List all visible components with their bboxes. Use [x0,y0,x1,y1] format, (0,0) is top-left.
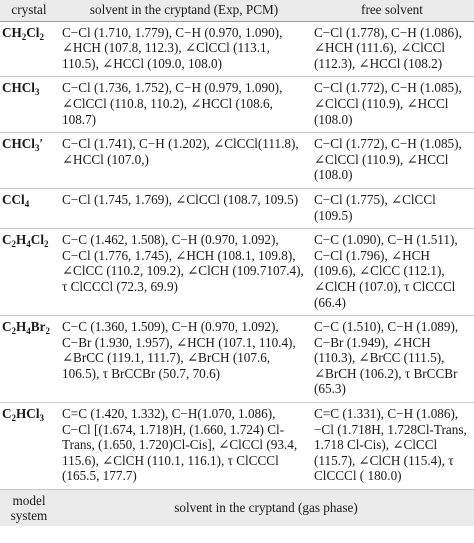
crystal-cell: CCl$_4$ [2,191,30,209]
crystal-cell: $C_2H_4Cl_2$ [2,232,49,250]
header-cryptand: solvent in the cryptand (Exp, PCM) [89,2,279,17]
footer-gas-phase: solvent in the cryptand (gas phase) [174,500,358,516]
cryptand-cell: C−Cl (1.745, 1.769), ∠ClCCl (108.7, 109.5) [62,191,299,207]
crystal-cell: CHCl$_3$′ [2,136,44,154]
table-row [0,133,474,189]
table-header-row [0,0,474,21]
cryptand-cell: C−C (1.360, 1.509), C−H (0.970, 1.092), C−Br (1.930, 1.957), ∠HCH (107.1, 110.4), ∠BrCC (119.1, 111.7), ∠BrCH (107.6, 106.5), τ BrCCBr (50.7, 70.6) [62,319,296,381]
crystal-cell: $C_2H_4Br_2$ [2,319,50,337]
crystal-cell: $C_2HCl_3$ [2,406,44,424]
table-row [0,188,474,228]
table-row [0,229,474,316]
table-row [0,21,474,77]
header-crystal: crystal [11,2,47,17]
header-free-solvent: free solvent [361,2,423,17]
cryptand-cell: C−Cl (1.710, 1.779), C−H (0.970, 1.090), ∠HCH (107.8, 112.3), ∠ClCCl (113.1, 110.5), ∠HCCl (109.0, 108.0) [62,24,283,71]
free-solvent-cell: C=C (1.331), C−H (1.086), −Cl (1.718H, 1.728Cl-Trans, 1.718 Cl-Cis), ∠ClCCl (115.7), ∠ClCH (115.4), τ ClCCCl ( 180.0) [314,406,467,484]
cryptand-cell: C−Cl (1.736, 1.752), C−H (0.979, 1.090), ∠ClCCl (110.8, 110.2), ∠HCCl (108.6, 108.7) [62,80,283,127]
table-row [0,316,474,403]
free-solvent-cell: C−Cl (1.772), C−H (1.085), ∠ClCCl (110.9), ∠HCCl (108.0) [314,136,462,183]
table-row [0,403,474,490]
crystal-cell: $CH_2Cl_2$ [2,24,44,42]
cryptand-cell: C−C (1.462, 1.508), C−H (0.970, 1.092), C−Cl (1.776, 1.745), ∠HCH (108.1, 109.8), ∠ClCC (110.2, 109.2), ∠ClCH (109.7107.4), τ ClCCCl (72.3, 69.9) [62,232,304,294]
free-solvent-cell: C−Cl (1.778), C−H (1.086), ∠HCH (111.6), ∠ClCCl (112.3), ∠HCCl (108.2) [314,24,462,71]
footer-model-system: model system [10,493,48,524]
cryptand-cell: C=C (1.420, 1.332), C−H(1.070, 1.086), C−Cl [(1.674, 1.718)H, (1.660, 1.724) Cl-Trans, (1.650, 1.720)Cl-Cis], ∠ClCCl (93.4, 115.6), ∠ClCH (110.1, 116.1), τ ClCCCl (165.5, 177.7) [62,406,298,484]
free-solvent-cell: C−Cl (1.772), C−H (1.085), ∠ClCCl (110.9), ∠HCCl (108.0) [314,80,462,127]
table-row [0,77,474,133]
free-solvent-cell: C−Cl (1.775), ∠ClCCl (109.5) [314,191,436,223]
table-footer-row [0,490,474,527]
free-solvent-cell: C−C (1.090), C−H (1.511), C−Cl (1.796), ∠HCH (109.6), ∠ClCC (112.1), ∠ClCH (107.0), τ ClCCCl (66.4) [314,232,458,310]
cryptand-cell: C−Cl (1.741), C−H (1.202), ∠ClCCl(111.8), ∠HCCl (107.0,) [62,136,299,167]
crystal-cell: CHCl$_3$ [2,80,40,98]
free-solvent-cell: C−C (1.510), C−H (1.089), C−Br (1.949), ∠HCH (110.3), ∠BrCC (111.5), ∠BrCH (106.2), τ BrCCBr (65.3) [314,319,459,397]
